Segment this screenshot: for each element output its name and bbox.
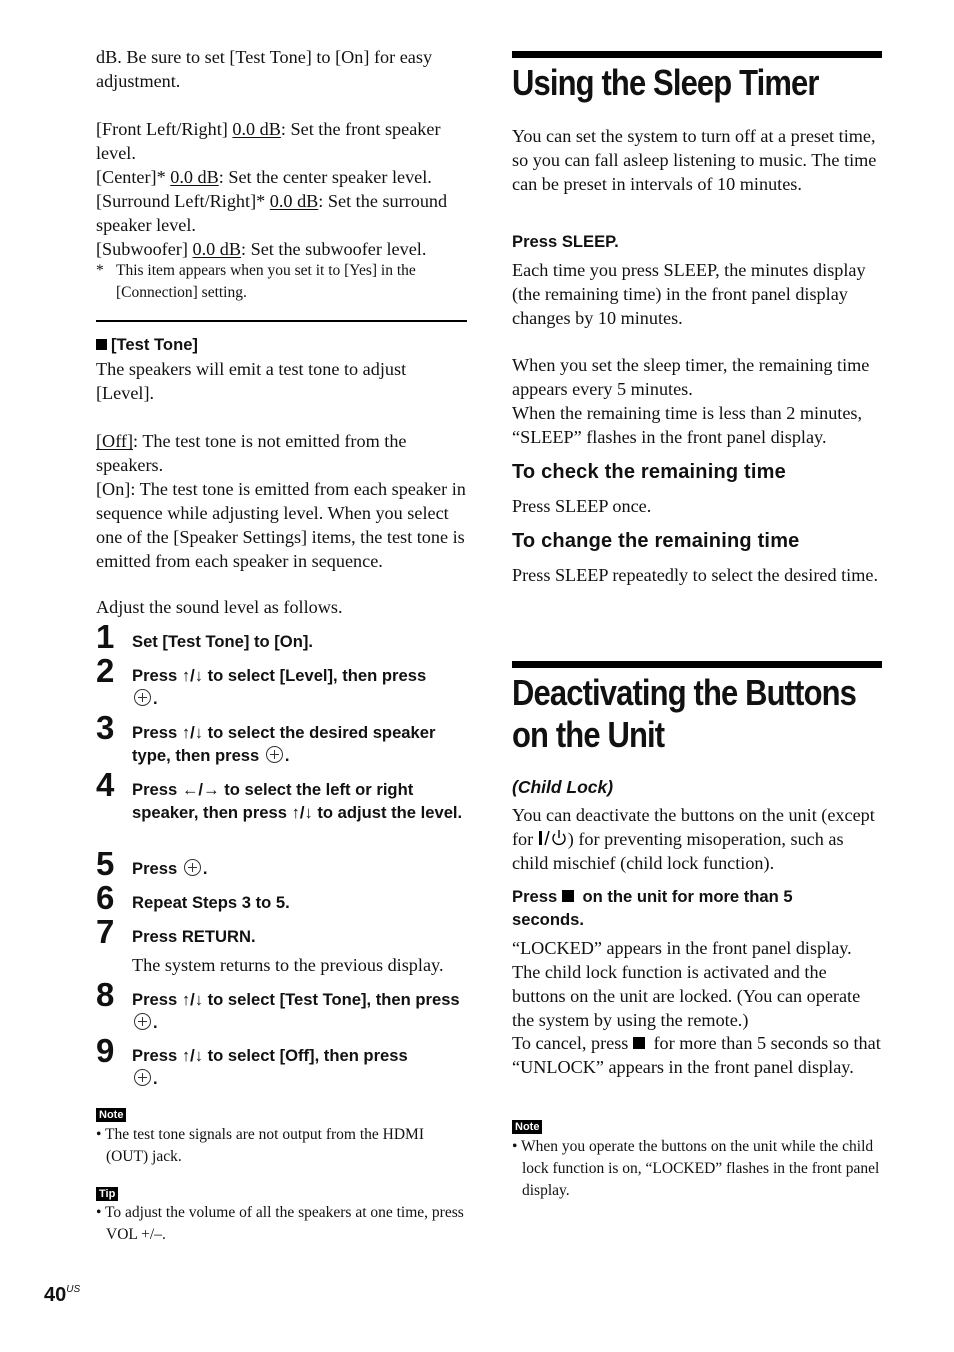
stop-icon: [633, 1037, 645, 1049]
level-sub-default: 0.0 dB: [192, 239, 241, 259]
enter-button-icon: [134, 1013, 151, 1030]
tip-badge: Tip: [96, 1187, 118, 1201]
note-badge: Note: [96, 1108, 126, 1122]
step-3-text: Press ↑/↓ to select the desired speaker type, then press: [132, 723, 436, 765]
step-text: [132, 721, 472, 767]
title-bar: [512, 51, 882, 58]
page-number-value: 40: [44, 1284, 67, 1306]
step-number: 5: [96, 845, 115, 882]
enter-button-icon: [134, 689, 151, 706]
page-region-suffix: US: [66, 1284, 81, 1295]
title-bar: [512, 661, 882, 668]
level-surround-desc: : Set the surround speaker level.: [96, 191, 448, 235]
level-center-label: [Center]*: [96, 167, 171, 187]
check-time-text: Press SLEEP once.: [512, 496, 652, 516]
level-front: [96, 117, 468, 165]
step-8-text: Press ↑/↓ to select [Test Tone], then press: [132, 990, 460, 1009]
off-option: [96, 429, 468, 477]
child-lock-intro: [512, 803, 882, 875]
change-time-heading: To change the remaining time: [512, 530, 800, 552]
step-number: 4: [96, 766, 115, 803]
step-3-end: .: [284, 746, 290, 765]
child-lock-cancel: [512, 1031, 882, 1079]
level-front-desc: : Set the front speaker level.: [96, 119, 441, 163]
step-9-end: .: [153, 1069, 158, 1088]
step-number: 1: [96, 618, 115, 655]
press-stop-a: Press: [512, 887, 562, 906]
step-number: 9: [96, 1032, 115, 1069]
test-tone-desc: The speakers will emit a test tone to adjust [Level].: [96, 359, 407, 403]
intro-paragraph: dB. Be sure to set [Test Tone] to [On] for easy adjustment.: [96, 47, 433, 91]
step-2-text: Press ↑/↓ to select [Level], then press: [132, 666, 427, 685]
page-number: [44, 1284, 80, 1307]
square-bullet-icon: [96, 339, 107, 350]
enter-button-icon: [266, 746, 283, 763]
section-divider: [96, 320, 467, 322]
note-text: • The test tone signals are not output from the HDMI (OUT) jack.: [96, 1126, 424, 1165]
level-surround-label: [Surround Left/Right]*: [96, 191, 270, 211]
step-number: 6: [96, 879, 115, 916]
step-5-end: .: [202, 859, 208, 878]
sleep-desc-3: When the remaining time is less than 2 minutes, “SLEEP” flashes in the front panel display.: [512, 403, 863, 447]
sleep-timer-title: Using the Sleep Timer: [512, 62, 819, 103]
step-8-end: .: [153, 1013, 158, 1032]
step-7-result: The system returns to the previous display.: [132, 955, 444, 975]
power-icon: [538, 829, 568, 847]
enter-button-icon: [184, 859, 201, 876]
note-badge: Note: [512, 1120, 542, 1134]
level-center-desc: : Set the center speaker level.: [218, 167, 432, 187]
level-sub-label: [Subwoofer]: [96, 239, 193, 259]
level-front-default: 0.0 dB: [232, 119, 281, 139]
stop-icon: [562, 890, 574, 902]
step-9-text: Press ↑/↓ to select [Off], then press: [132, 1046, 408, 1065]
child-lock-subtitle: (Child Lock): [512, 777, 614, 797]
child-lock-title-line2: on the Unit: [512, 714, 665, 755]
step-number: 2: [96, 652, 115, 689]
step-text: Repeat Steps 3 to 5.: [132, 893, 290, 912]
footnote-text: This item appears when you set it to [Yes] in the [Connection] setting.: [116, 262, 416, 301]
step-text: [132, 630, 472, 653]
level-sub-desc: : Set the subwoofer level.: [241, 239, 427, 259]
tip-text: • To adjust the volume of all the speakers at one time, press VOL +/–.: [96, 1204, 464, 1243]
level-center: [96, 165, 468, 189]
test-tone-heading-text: [Test Tone]: [111, 335, 198, 354]
level-surround: [96, 189, 468, 237]
enter-button-icon: [134, 1069, 151, 1086]
sleep-desc-2: When you set the sleep timer, the remaining time appears every 5 minutes.: [512, 355, 870, 399]
step-text: [132, 664, 472, 710]
cancel-a: To cancel, press: [512, 1033, 633, 1053]
step-1-text: Set [Test Tone] to [On].: [132, 632, 313, 651]
step-number: 3: [96, 709, 115, 746]
level-subwoofer: [96, 237, 468, 261]
change-time-text: Press SLEEP repeatedly to select the desired time.: [512, 565, 879, 585]
child-lock-desc: “LOCKED” appears in the front panel display. The child lock function is activated and the buttons on the unit are locked. (You can operate the system by using the remote.): [512, 938, 861, 1030]
cancel-b: for more than 5 seconds so that “UNLOCK” appears in the front panel display.: [512, 1033, 881, 1077]
step-2-end: .: [153, 689, 158, 708]
level-center-default: 0.0 dB: [170, 167, 219, 187]
footnote-mark: *: [96, 262, 104, 279]
child-lock-intro-b: ) for preventing misoperation, such as child mischief (child lock function).: [512, 829, 844, 873]
press-sleep-heading: Press SLEEP.: [512, 232, 619, 251]
level-surround-default: 0.0 dB: [269, 191, 319, 211]
sleep-intro: You can set the system to turn off at a preset time, so you can fall asleep listening to music. The time can be preset in intervals of 10 minutes.: [512, 126, 877, 194]
test-tone-heading: [96, 333, 198, 356]
child-lock-intro-a: You can deactivate the buttons on the unit (except for: [512, 805, 875, 849]
press-stop-b: on the unit for more than 5 seconds.: [512, 887, 793, 929]
step-5-text: Press: [132, 859, 178, 878]
step-text: Press RETURN.: [132, 927, 256, 946]
step-text: [132, 988, 472, 1034]
adjust-text: Adjust the sound level as follows.: [96, 597, 343, 617]
step-text: [132, 1044, 472, 1090]
step-text: Press ←/→ to select the left or right speaker, then press ↑/↓ to adjust the level.: [132, 780, 463, 822]
step-text: [132, 857, 472, 880]
check-time-heading: To check the remaining time: [512, 461, 786, 483]
level-front-label: [Front Left/Right]: [96, 119, 233, 139]
child-lock-title-line1: Deactivating the Buttons: [512, 672, 857, 713]
note-text: • When you operate the buttons on the unit while the child lock function is on, “LOCKED” flashes in the front panel display.: [512, 1138, 880, 1199]
on-option: [On]: The test tone is emitted from each speaker in sequence while adjusting level. When you select one of the [Speaker Settings] items, the test tone is emitted from each speaker in sequence.: [96, 479, 466, 571]
press-stop-heading: [512, 885, 842, 931]
step-number: 7: [96, 913, 115, 950]
sleep-desc-1: Each time you press SLEEP, the minutes display (the remaining time) in the front panel display changes by 10 minutes.: [512, 260, 866, 328]
off-desc: : The test tone is not emitted from the speakers.: [96, 431, 407, 475]
step-number: 8: [96, 976, 115, 1013]
off-default: [Off]: [96, 431, 134, 451]
